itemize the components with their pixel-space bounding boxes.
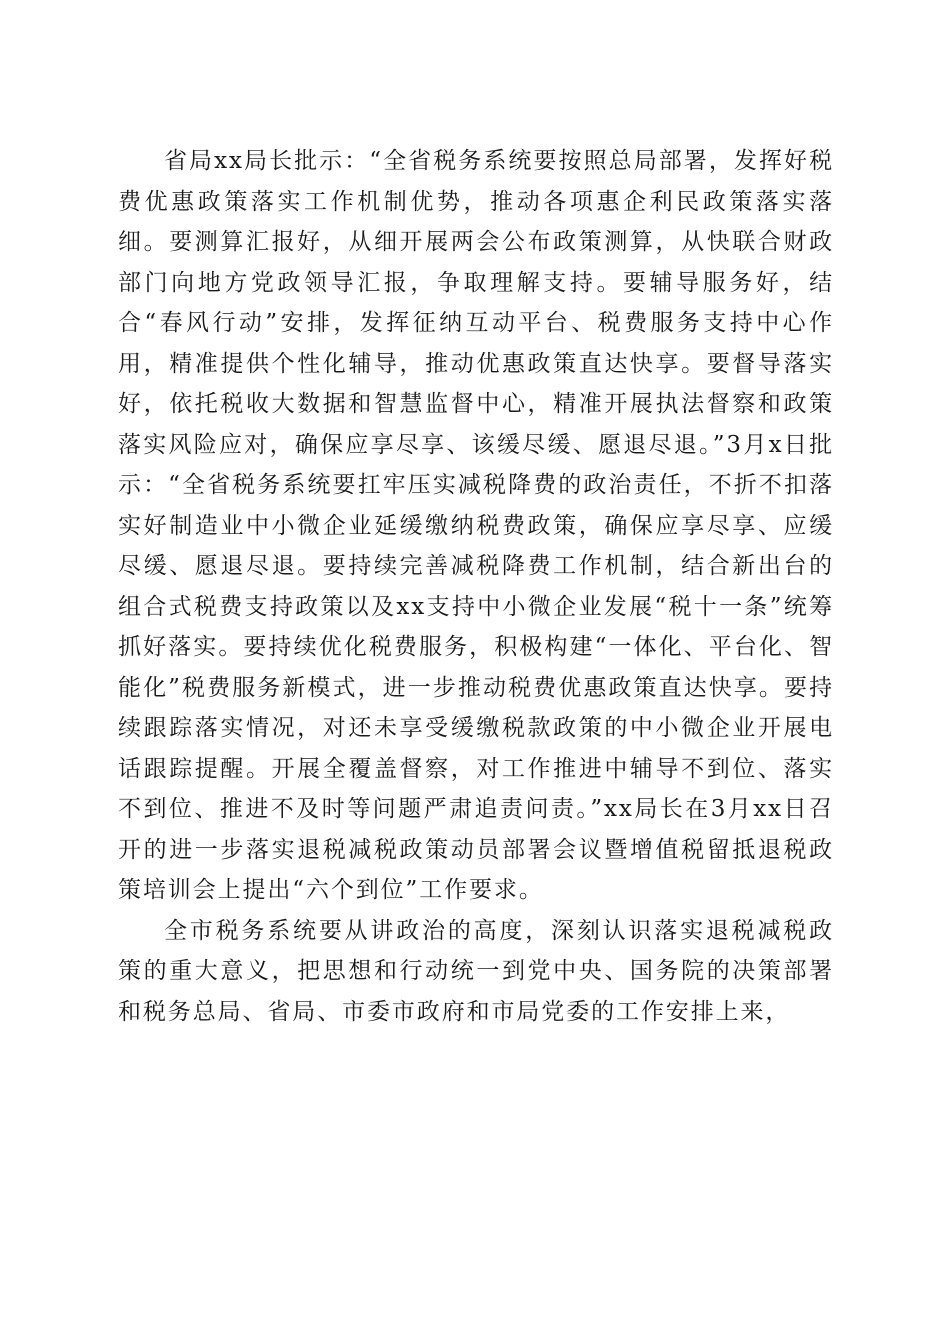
- paragraph-implementation: 全市税务系统要从讲政治的高度，深刻认识落实退税减税政策的重大意义，把思想和行动统一到党中央、国务院的决策部署和税务总局、省局、市委市政府和市局党委的工作安排上来，: [118, 917, 834, 1025]
- paragraph-directive-quotes: 省局xx局长批示：“全省税务系统要按照总局部署，发挥好税费优惠政策落实工作机制优势，推动各项惠企利民政策落实落细。要测算汇报好，从细开展两会公布政策测算，从快联合财政部门向地方党政领导汇报，争取理解支持。要辅导服务好，结合“春风行动”安排，发挥征纳互动平台、税费服务支持中心作用，精准提供个性化辅导，推动优惠政策直达快享。要督导落实好，依托税收大数据和智慧监督中心，精准开展执法督察和政策落实风险应对，确保应享尽享、该缓尽缓、愿退尽退。”3月x日批示：“全省税务系统要扛牢压实减税降费的政治责任，不折不扣落实好制造业中小微企业延缓缴纳税费政策，确保应享尽享、应缓尽缓、愿退尽退。要持续完善减税降费工作机制，结合新出台的组合式税费支持政策以及xx支持中小微企业发展“税十一条”统筹抓好落实。要持续优化税费服务，积极构建“一体化、平台化、智能化”税费服务新模式，进一步推动税费优惠政策直达快享。要持续跟踪落实情况，对还未享受缓缴税款政策的中小微企业开展电话跟踪提醒。开展全覆盖督察，对工作推进中辅导不到位、落实不到位、推进不及时等问题严肃追责问责。”xx局长在3月xx日召开的进一步落实退税减税政策动员部署会议暨增值税留抵退税政策培训会上提出“六个到位”工作要求。: [118, 148, 834, 903]
- document-body: [118, 141, 834, 1032]
